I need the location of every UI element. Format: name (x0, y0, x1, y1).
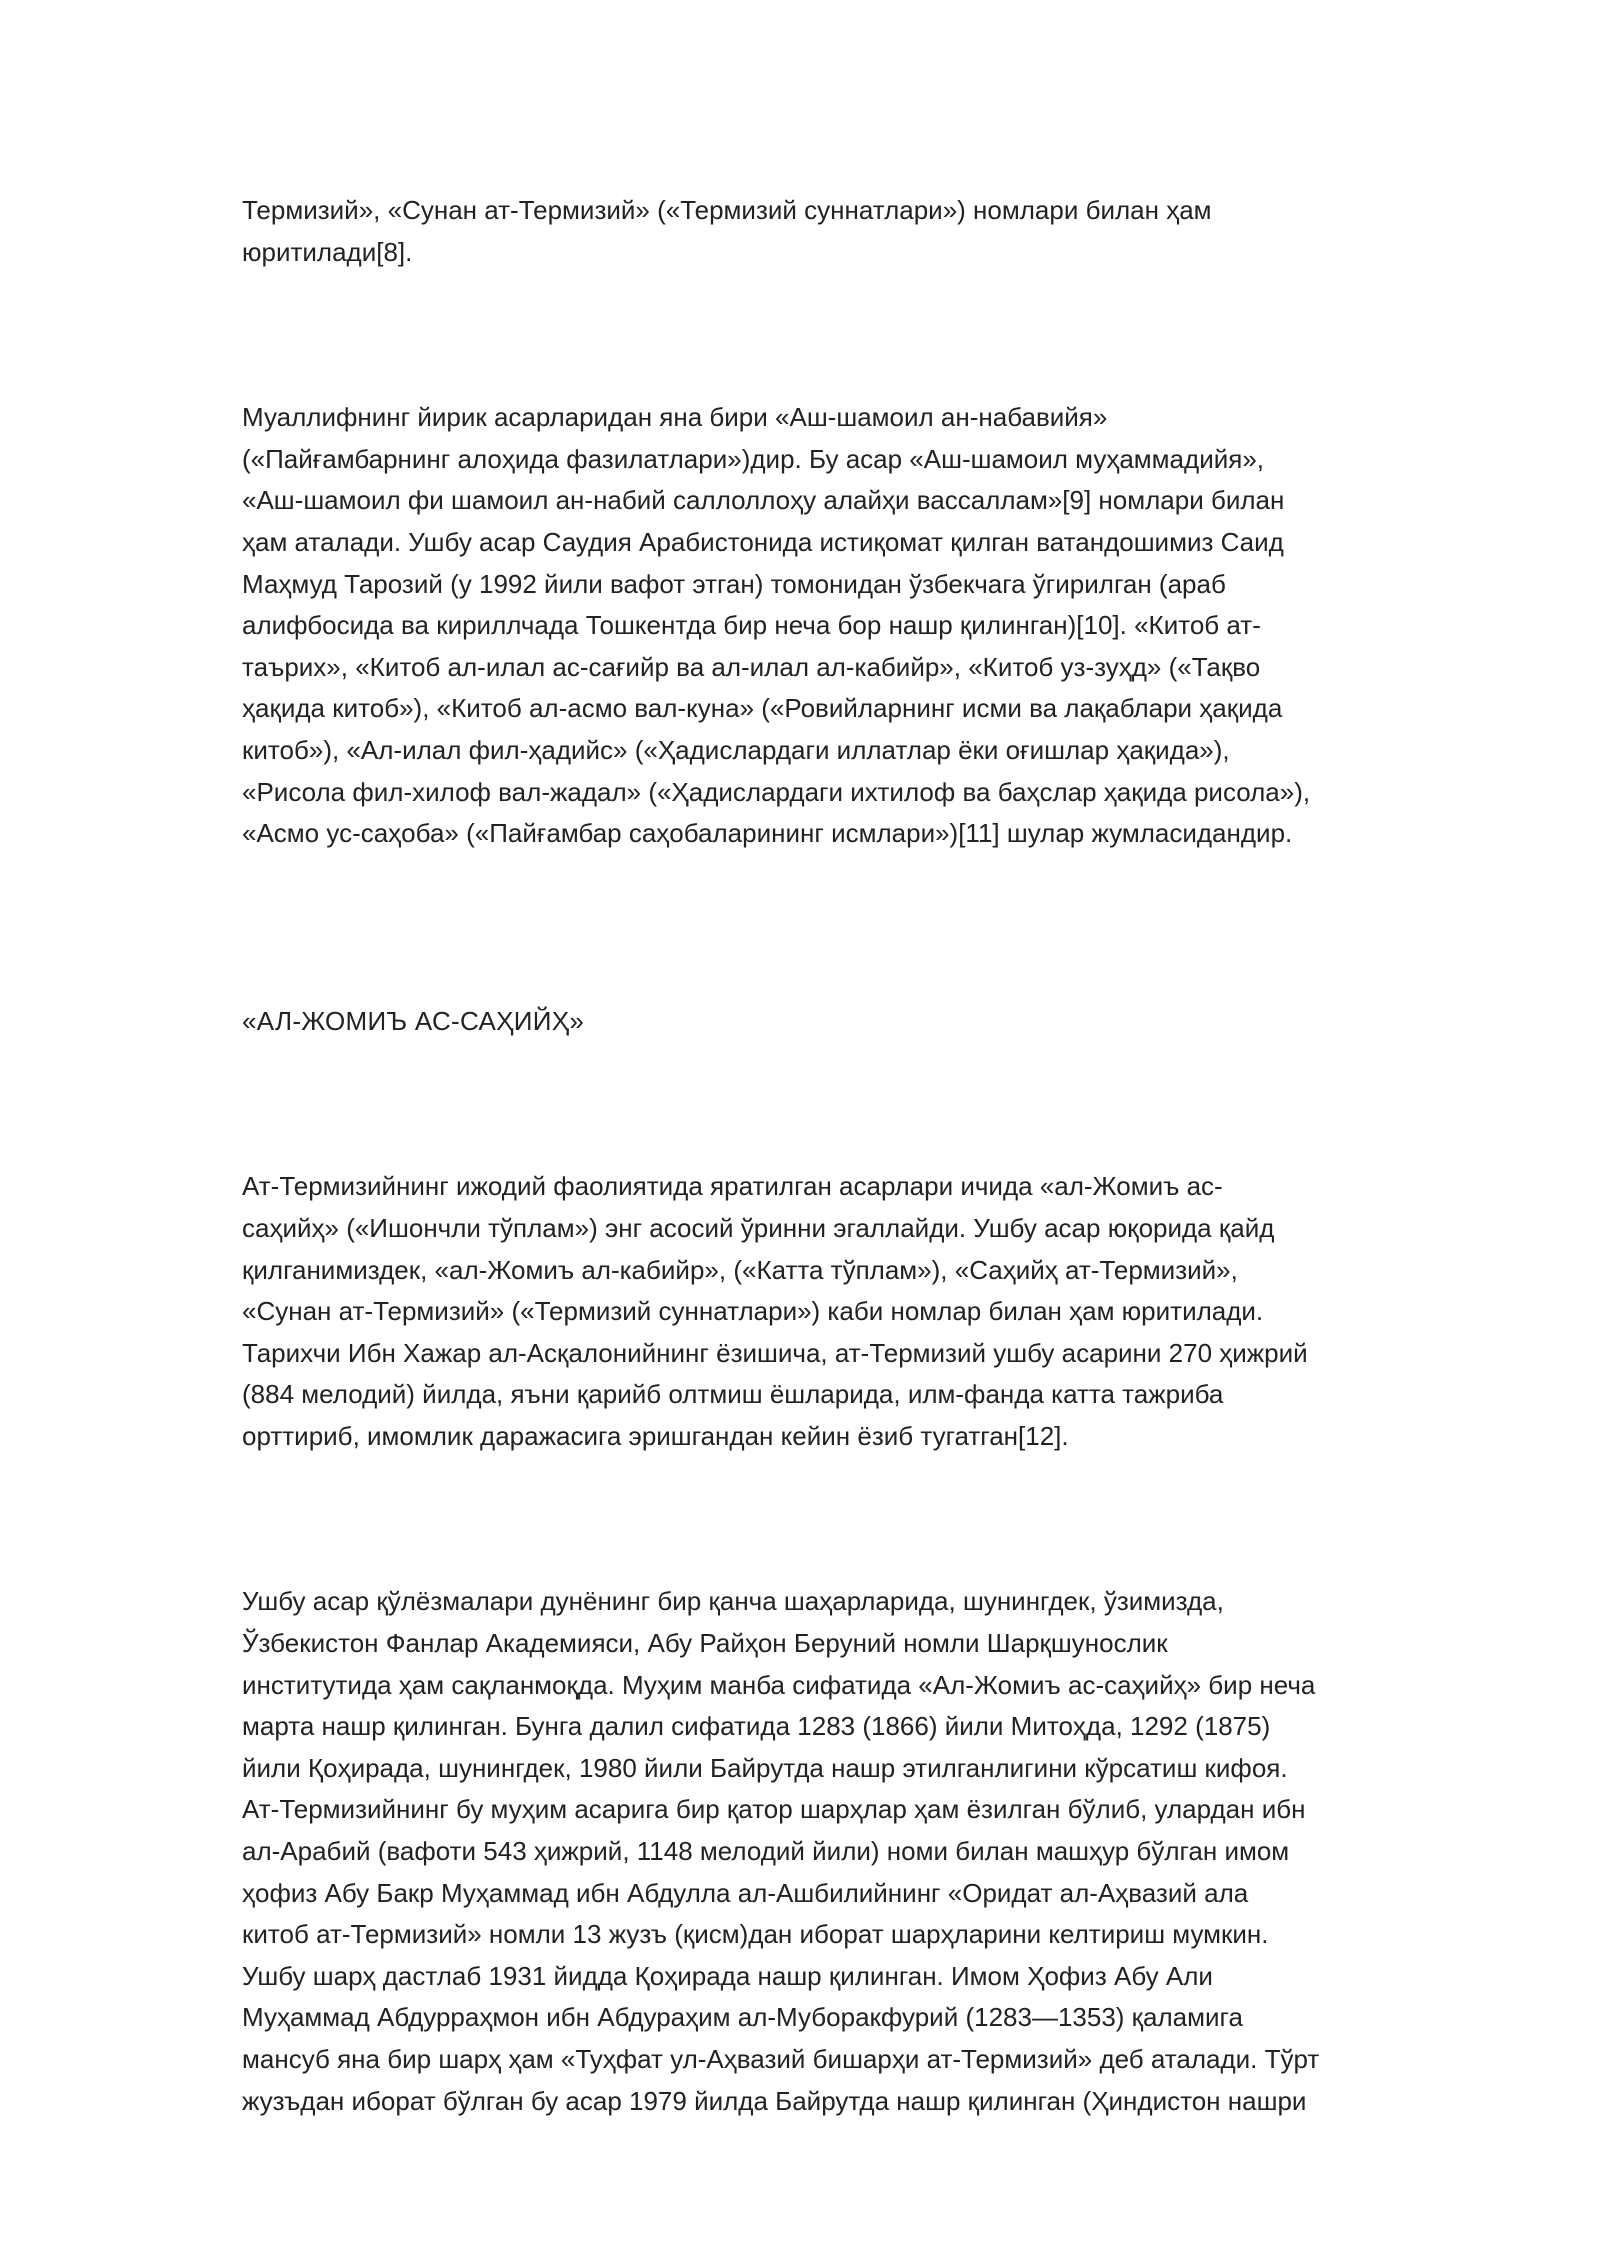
text-line: Муаллифнинг йирик асарларидан яна бири «Аш-шамоил ан-набавийя» (242, 402, 1108, 433)
text-line: Ат-Термизийнинг ижодий фаолиятида яратилган асарлари ичида «ал-Жомиъ ас- (242, 1171, 1223, 1202)
paragraph-spacer (242, 1042, 1372, 1166)
text-line: ҳақида китоб»), «Китоб ал-асмо вал-куна» («Ровийларнинг исми ва лақаблари ҳақида (242, 693, 1283, 724)
text-line: китоб»), «Ал-илал фил-ҳадийс» («Ҳадислардаги иллатлар ёки оғишлар ҳақида»), (242, 734, 1230, 765)
text-line: алифбосида ва кириллчада Тошкентда бир неча бор нашр қилинган)[10]. «Китоб ат- (242, 610, 1261, 641)
document-body (242, 190, 1372, 2122)
text-line: мансуб яна бир шарҳ ҳам «Туҳфат ул-Аҳвазий бишарҳи ат-Термизий» деб аталади. Тўрт (242, 2044, 1320, 2074)
paragraph-termizi-titles (242, 190, 1372, 273)
paragraph-manuscripts (242, 1581, 1372, 2122)
text-line: ал-Арабий (вафоти 543 ҳижрий, 1148 мелодий йили) номи билан машҳур бўлган имом (242, 1836, 1290, 1867)
text-line: жузъдан иборат бўлган бу асар 1979 йилда Байрутда нашр қилинган (Ҳиндистон нашри (242, 2085, 1307, 2116)
paragraph-spacer (242, 273, 1372, 397)
text-line: (884 мелодий) йилда, яъни қарийб олтмиш ёшларида, илм-фанда катта тажриба (242, 1379, 1224, 1410)
text-line: Маҳмуд Тарозий (у 1992 йили вафот этган) томонидан ўзбекчага ўгирилган (араб (242, 568, 1226, 599)
text-line: «Рисола фил-хилоф вал-жадал» («Ҳадислардаги ихтилоф ва баҳслар ҳақида рисола»), (242, 776, 1311, 807)
text-line: қилганимиздек, «ал-Жомиъ ал-кабийр», («Катта тўплам»), «Саҳийҳ ат-Термизий», (242, 1254, 1238, 1285)
text-line: Тарихчи Ибн Хажар ал-Асқалонийнинг ёзишича, ат-Термизий ушбу асарини 270 ҳижрий (242, 1337, 1308, 1368)
paragraph-spacer (242, 855, 1372, 1001)
paragraph-spacer (242, 1457, 1372, 1581)
text-line: «Сунан ат-Термизий» («Термизий суннатлари») каби номлар билан ҳам юритилади. (242, 1296, 1264, 1327)
text-line: саҳийҳ» («Ишончли тўплам») энг асосий ўринни эгаллайди. Ушбу асар юқорида қайд (242, 1212, 1275, 1243)
text-line: ҳам аталади. Ушбу асар Саудия Арабистонида истиқомат қилган ватандошимиз Саид (242, 526, 1284, 557)
paragraph-ash-shamoil (242, 397, 1372, 855)
text-line: ҳофиз Абу Бакр Муҳаммад ибн Абдулла ал-Ашбилийнинг «Оридат ал-Аҳвазий ала (242, 1877, 1249, 1908)
paragraph-al-jomi-intro (242, 1166, 1372, 1457)
text-line: орттириб, имомлик даражасига эришгандан кейин ёзиб тугатган[12]. (242, 1420, 1069, 1451)
text-line: таърих», «Китоб ал-илал ас-сағийр ва ал-илал ал-кабийр», «Китоб уз-зуҳд» («Тақво (242, 651, 1261, 682)
text-line: Термизий», «Сунан ат-Термизий» («Термизий суннатлари») номлари билан ҳам (242, 195, 1212, 225)
text-line: Ат-Термизийнинг бу муҳим асарига бир қатор шарҳлар ҳам ёзилган бўлиб, улардан ибн (242, 1794, 1306, 1825)
text-line: китоб ат-Термизий» номли 13 жузъ (қисм)дан иборат шарҳларини келтириш мумкин. (242, 1919, 1269, 1950)
section-heading: «АЛ-ЖОМИЪ АС-САҲИЙҲ» (242, 1005, 585, 1036)
text-line: «Аш-шамоил фи шамоил ан-набий саллоллоҳу алайҳи вассаллам»[9] номлари билан (242, 485, 1285, 516)
text-line: Ушбу шарҳ дастлаб 1931 йидда Қоҳирада нашр қилинган. Имом Ҳофиз Абу Али (242, 1960, 1213, 1991)
text-line: «Асмо ус-саҳоба» («Пайғамбар саҳобаларининг исмлари»)[11] шулар жумласидандир. (242, 818, 1293, 849)
text-line: Ушбу асар қўлёзмалари дунёнинг бир қанча шаҳарларида, шунингдек, ўзимизда, (242, 1586, 1224, 1617)
text-line: Ўзбекистон Фанлар Академияси, Абу Райҳон Беруний номли Шарқшунослик (242, 1628, 1168, 1659)
text-line: марта нашр қилинган. Бунга далил сифатида 1283 (1866) йили Митоҳда, 1292 (1875) (242, 1711, 1271, 1742)
text-line: («Пайғамбарнинг алоҳида фазилатлари»)дир. Бу асар «Аш-шамоил муҳаммадийя», (242, 443, 1264, 474)
text-line: юритилади[8]. (242, 236, 413, 267)
text-line: Муҳаммад Абдурраҳмон ибн Абдураҳим ал-Муборакфурий (1283—1353) қаламига (242, 2002, 1243, 2033)
text-line: институтида ҳам сақланмоқда. Муҳим манба сифатида «Ал-Жомиъ ас-саҳийҳ» бир неча (242, 1669, 1316, 1700)
text-line: йили Қоҳирада, шунингдек, 1980 йили Байрутда нашр этилганлигини кўрсатиш кифоя. (242, 1752, 1288, 1783)
